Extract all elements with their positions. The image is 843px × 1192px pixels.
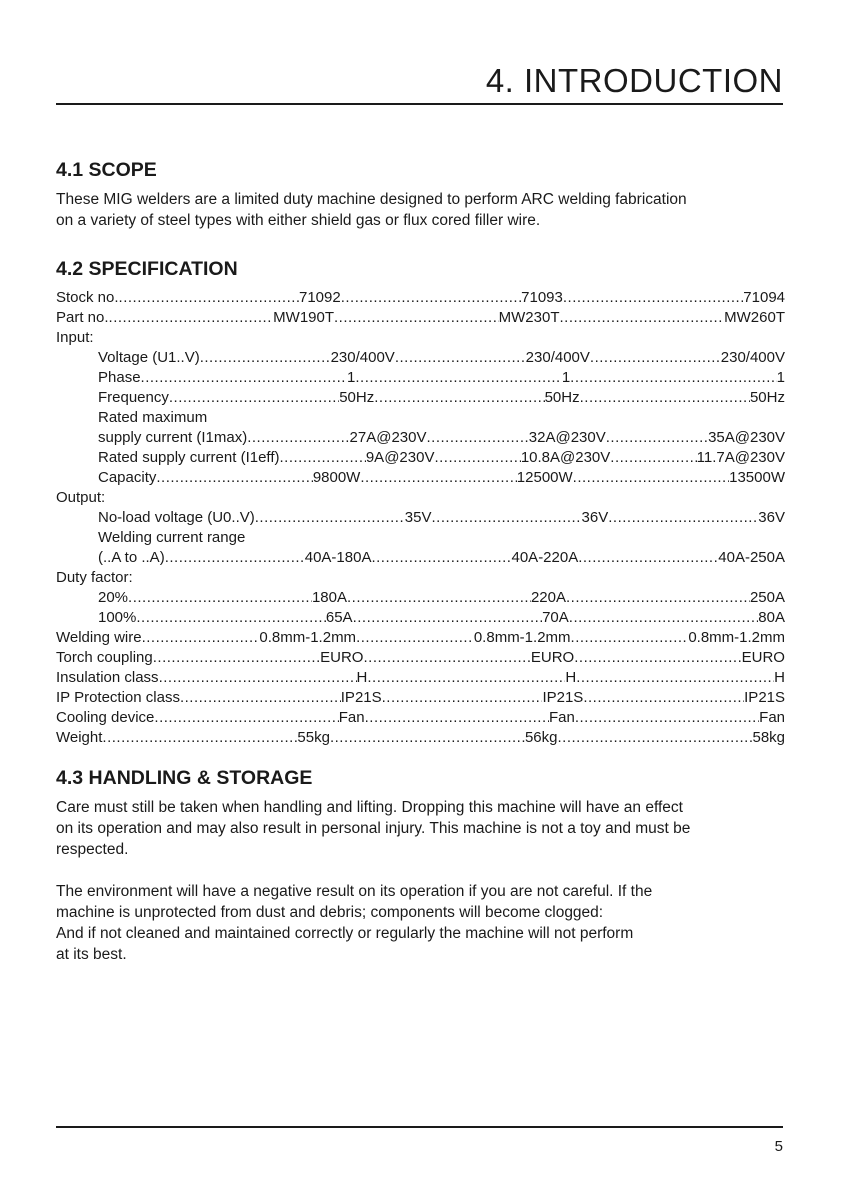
spec-value: 1	[561, 369, 571, 386]
spec-label: Weight	[56, 729, 103, 746]
leader-dots	[109, 308, 274, 328]
spec-value: 50Hz	[544, 389, 580, 406]
spec-row	[56, 508, 785, 528]
handling-heading: 4.3 HANDLING & STORAGE	[56, 767, 313, 789]
handling-line: at its best.	[56, 946, 127, 963]
scope-line: on a variety of steel types with either shield gas or flux cored filler wire.	[56, 212, 541, 229]
spec-value: Fan	[338, 709, 365, 726]
leader-dots	[355, 368, 561, 388]
spec-label: 100%	[98, 609, 137, 626]
spec-value: 250A	[749, 589, 785, 606]
spec-value: 50Hz	[339, 389, 375, 406]
leader-dots	[371, 548, 511, 568]
spec-value: 36V	[581, 509, 609, 526]
leader-dots	[573, 468, 729, 488]
leader-dots	[154, 708, 338, 728]
spec-value: 0.8mm-1.2mm	[259, 629, 357, 646]
spec-row	[56, 548, 785, 568]
leader-dots	[580, 388, 750, 408]
spec-value: MW260T	[724, 309, 785, 326]
spec-label: Welding wire	[56, 629, 142, 646]
leader-dots	[141, 368, 347, 388]
spec-value: 71092	[298, 289, 341, 306]
spec-value: 50Hz	[749, 389, 785, 406]
spec-value: 55kg	[297, 729, 330, 746]
spec-row	[56, 468, 785, 488]
specification-table	[56, 288, 785, 748]
page-title: 4. INTRODUCTION	[485, 62, 783, 99]
spec-row	[56, 308, 785, 328]
leader-dots	[347, 588, 531, 608]
spec-value: 9A@230V	[365, 449, 435, 466]
leader-dots	[610, 448, 696, 468]
spec-value: 36V	[758, 509, 785, 526]
spec-value: IP21S	[340, 689, 382, 706]
leader-dots	[119, 288, 299, 308]
leader-dots	[200, 348, 331, 368]
spec-value: 58kg	[752, 729, 786, 746]
leader-dots	[583, 688, 744, 708]
leader-dots	[569, 608, 759, 628]
leader-dots	[608, 508, 758, 528]
spec-value: Fan	[548, 709, 575, 726]
spec-label: Part no.	[56, 309, 109, 326]
leader-dots	[563, 288, 743, 308]
page-content	[56, 158, 792, 965]
header-divider	[56, 103, 783, 105]
spec-value: IP21S	[542, 689, 584, 706]
leader-dots	[566, 588, 750, 608]
spec-value: 32A@230V	[528, 429, 606, 446]
paragraph-spacer	[56, 860, 792, 881]
spec-row	[56, 608, 785, 628]
leader-dots	[353, 608, 543, 628]
leader-dots	[606, 428, 708, 448]
leader-dots	[102, 728, 297, 748]
spec-value: 40A-220A	[511, 549, 579, 566]
spec-row	[56, 288, 785, 308]
leader-dots	[360, 468, 516, 488]
spec-value: H	[774, 669, 785, 686]
spec-value: 80A	[758, 609, 785, 626]
handling-line: Care must still be taken when handling and lifting. Dropping this machine will have an effect	[56, 799, 683, 816]
leader-dots	[341, 288, 521, 308]
spec-row	[56, 588, 785, 608]
handling-line: respected.	[56, 841, 129, 858]
handling-line: The environment will have a negative result on its operation if you are not careful. If the	[56, 883, 653, 900]
spec-label: IP Protection class	[56, 689, 180, 706]
spec-value: 40A-180A	[304, 549, 372, 566]
spec-value: 230/400V	[525, 349, 590, 366]
page-number: 5	[774, 1138, 783, 1155]
spec-label: Voltage (U1..V)	[98, 349, 200, 366]
leader-dots	[576, 668, 774, 688]
leader-dots	[432, 508, 582, 528]
leader-dots	[255, 508, 405, 528]
spec-value: 56kg	[524, 729, 558, 746]
leader-dots	[434, 448, 520, 468]
leader-dots	[363, 648, 530, 668]
spec-row	[56, 448, 785, 468]
spec-value: 13500W	[729, 469, 785, 486]
spec-label: Input:	[56, 329, 94, 346]
spec-row	[56, 568, 785, 588]
spec-value: EURO	[741, 649, 785, 666]
spec-label: Stock no.	[56, 289, 119, 306]
spec-value: 11.7A@230V	[696, 449, 785, 466]
leader-dots	[334, 308, 499, 328]
spec-label: Insulation class	[56, 669, 159, 686]
leader-dots	[128, 588, 312, 608]
spec-value: H	[356, 669, 368, 686]
spec-row	[56, 428, 785, 448]
leader-dots	[247, 428, 349, 448]
spec-label: 20%	[98, 589, 129, 606]
spec-value: MW190T	[273, 309, 335, 326]
spec-value: 230/400V	[330, 349, 395, 366]
spec-value: MW230T	[498, 309, 560, 326]
leader-dots	[574, 648, 741, 668]
spec-label: Duty factor:	[56, 569, 133, 586]
spec-row	[56, 348, 785, 368]
spec-row	[56, 708, 785, 728]
leader-dots	[590, 348, 721, 368]
leader-dots	[575, 708, 759, 728]
leader-dots	[165, 548, 305, 568]
spec-row	[56, 688, 785, 708]
leader-dots	[570, 368, 776, 388]
spec-row	[56, 408, 785, 428]
leader-dots	[560, 308, 725, 328]
spec-value: EURO	[530, 649, 575, 666]
spec-value: Fan	[759, 709, 786, 726]
spec-value: 0.8mm-1.2mm	[688, 629, 785, 646]
spec-value: 65A	[325, 609, 353, 626]
handling-line: And if not cleaned and maintained correctly or regularly the machine will not perform	[56, 925, 634, 942]
spec-label: Output:	[56, 489, 106, 506]
spec-row	[56, 668, 785, 688]
leader-dots	[374, 388, 544, 408]
spec-value: 9800W	[312, 469, 361, 486]
handling-section	[56, 766, 792, 965]
leader-dots	[330, 728, 525, 748]
specification-heading: 4.2 SPECIFICATION	[56, 258, 238, 280]
spec-row	[56, 628, 785, 648]
spec-value: H	[565, 669, 577, 686]
spec-label: supply current (I1max)	[98, 429, 248, 446]
spec-row	[56, 488, 785, 508]
spec-value: 12500W	[516, 469, 573, 486]
handling-line: machine is unprotected from dust and debris; components will become clogged:	[56, 904, 604, 921]
spec-value: 70A	[542, 609, 569, 626]
spec-label: Welding current range	[98, 529, 246, 546]
leader-dots	[578, 548, 718, 568]
scope-section	[56, 158, 792, 231]
spec-value: 40A-250A	[718, 549, 785, 566]
spec-label: Cooling device	[56, 709, 155, 726]
spec-row	[56, 648, 785, 668]
leader-dots	[382, 688, 543, 708]
spec-row	[56, 528, 785, 548]
spec-value: EURO	[320, 649, 364, 666]
spec-label: No-load voltage (U0..V)	[98, 509, 255, 526]
spec-value: 71094	[743, 289, 786, 306]
spec-value: 27A@230V	[349, 429, 427, 446]
spec-label: Phase	[98, 369, 141, 386]
footer-divider	[56, 1126, 783, 1128]
spec-value: 180A	[311, 589, 348, 606]
leader-dots	[156, 468, 312, 488]
specification-section	[56, 257, 792, 748]
spec-label: Capacity	[98, 469, 157, 486]
leader-dots	[136, 608, 326, 628]
scope-heading: 4.1 SCOPE	[56, 159, 157, 181]
spec-value: 230/400V	[720, 349, 785, 366]
spec-value: 71093	[521, 289, 563, 306]
spec-label: (..A to ..A)	[98, 549, 165, 566]
leader-dots	[557, 728, 752, 748]
leader-dots	[180, 688, 341, 708]
spec-label: Rated supply current (I1eff)	[98, 449, 280, 466]
spec-value: 1	[347, 369, 356, 386]
spec-row	[56, 728, 785, 748]
leader-dots	[426, 428, 528, 448]
spec-label: Torch coupling	[56, 649, 153, 666]
leader-dots	[169, 388, 339, 408]
spec-value: 10.8A@230V	[520, 449, 611, 466]
spec-row	[56, 388, 785, 408]
spec-row	[56, 328, 785, 348]
spec-label: Frequency	[98, 389, 169, 406]
leader-dots	[395, 348, 526, 368]
spec-value: 35A@230V	[708, 429, 786, 446]
spec-label: Rated maximum	[98, 409, 208, 426]
leader-dots	[356, 628, 474, 648]
spec-value: 35V	[404, 509, 432, 526]
handling-line: on its operation and may also result in personal injury. This machine is not a toy and must be	[56, 820, 691, 837]
spec-value: IP21S	[744, 689, 786, 706]
spec-value: 0.8mm-1.2mm	[473, 629, 571, 646]
leader-dots	[367, 668, 565, 688]
leader-dots	[159, 668, 357, 688]
leader-dots	[142, 628, 260, 648]
leader-dots	[279, 448, 365, 468]
leader-dots	[153, 648, 320, 668]
leader-dots	[571, 628, 689, 648]
spec-value: 220A	[530, 589, 566, 606]
scope-line: These MIG welders are a limited duty machine designed to perform ARC welding fabrication	[56, 191, 687, 208]
leader-dots	[365, 708, 549, 728]
spec-row	[56, 368, 785, 388]
spec-value: 1	[776, 369, 785, 386]
